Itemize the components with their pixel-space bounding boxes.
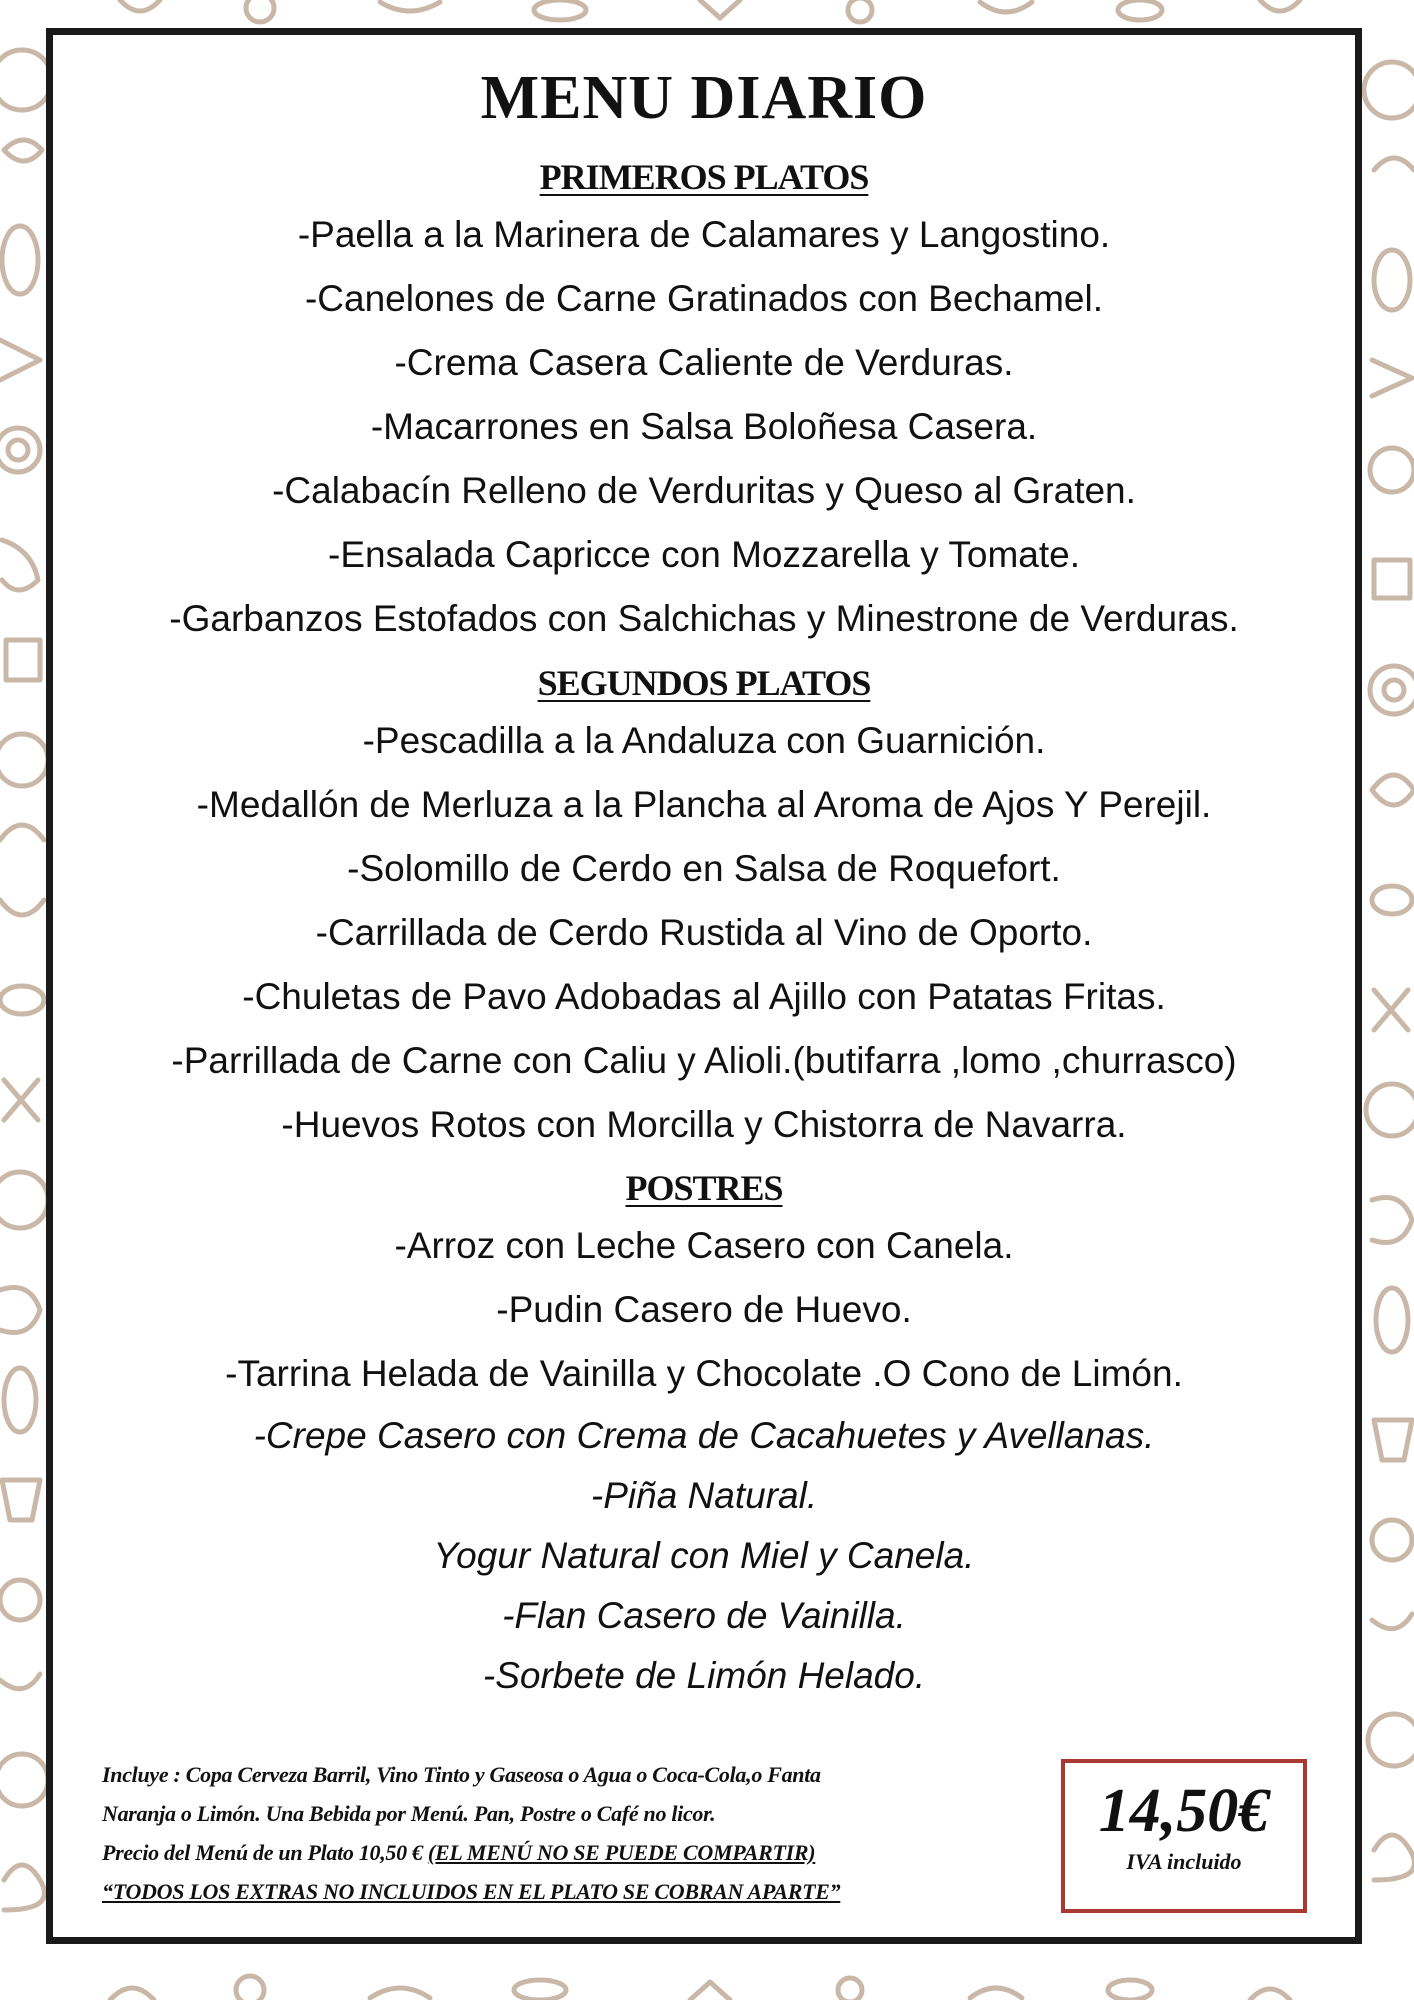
postres-item-italic: -Sorbete de Limón Helado.: [482, 1655, 926, 1696]
primeros-item: -Crema Casera Caliente de Verduras.: [394, 342, 1014, 383]
primeros-item: -Ensalada Capricce con Mozzarella y Tomate.: [328, 534, 1080, 575]
primeros-item: -Garbanzos Estofados con Salchichas y Minestrone de Verduras.: [169, 598, 1239, 639]
price-box: [1061, 1759, 1307, 1913]
postres-item-italic: -Crepe Casero con Crema de Cacahuetes y Avellanas.: [253, 1415, 1155, 1456]
postres-item: -Pudin Casero de Huevo.: [496, 1289, 912, 1330]
menu-frame: [46, 28, 1362, 1944]
postres-item: -Arroz con Leche Casero con Canela.: [394, 1225, 1014, 1266]
footer-line-price-one-dish: [102, 1833, 1082, 1872]
no-share-notice: (EL MENÚ NO SE PUEDE COMPARTIR): [427, 1840, 816, 1865]
segundos-heading: SEGUNDOS PLATOS: [537, 663, 871, 703]
menu-title: MENU DIARIO: [480, 64, 928, 132]
segundos-item: -Medallón de Merluza a la Plancha al Aroma de Ajos Y Perejil.: [196, 784, 1212, 825]
footer-line-extras: “TODOS LOS EXTRAS NO INCLUIDOS EN EL PLATO SE COBRAN APARTE”: [102, 1879, 841, 1904]
one-dish-price-text: Precio del Menú de un Plato 10,50 €: [102, 1840, 428, 1865]
segundos-item: -Chuletas de Pavo Adobadas al Ajillo con Patatas Fritas.: [242, 976, 1166, 1017]
postres-section: [53, 1162, 1355, 1706]
postres-item-italic: Yogur Natural con Miel y Canela.: [433, 1535, 975, 1576]
postres-item-italic: -Flan Casero de Vainilla.: [502, 1595, 906, 1636]
vat-note: IVA incluido: [1126, 1849, 1242, 1874]
primeros-item: -Paella a la Marinera de Calamares y Langostino.: [297, 214, 1111, 255]
primeros-section: [53, 151, 1355, 651]
primeros-item: -Canelones de Carne Gratinados con Bechamel.: [304, 278, 1103, 319]
segundos-section: [53, 657, 1355, 1157]
primeros-heading: PRIMEROS PLATOS: [539, 157, 869, 197]
segundos-item: -Solomillo de Cerdo en Salsa de Roquefort.: [347, 848, 1061, 889]
footer-line-drinks: Naranja o Limón. Una Bebida por Menú. Pan, Postre o Café no licor.: [102, 1801, 716, 1826]
menu-price: 14,50€: [1098, 1777, 1270, 1845]
segundos-item: -Parrillada de Carne con Caliu y Alioli.(butifarra ,lomo ,churrasco): [171, 1040, 1237, 1081]
segundos-item: -Carrillada de Cerdo Rustida al Vino de Oporto.: [315, 912, 1093, 953]
postres-item: -Tarrina Helada de Vainilla y Chocolate .O Cono de Limón.: [225, 1353, 1183, 1394]
postres-heading: POSTRES: [625, 1168, 783, 1208]
segundos-item: -Pescadilla a la Andaluza con Guarnición.: [362, 720, 1046, 761]
postres-item-italic: -Piña Natural.: [590, 1475, 818, 1516]
primeros-item: -Macarrones en Salsa Boloñesa Casera.: [370, 406, 1038, 447]
footer-conditions: [102, 1755, 1082, 1911]
primeros-item: -Calabacín Relleno de Verduritas y Queso al Graten.: [272, 470, 1136, 511]
footer-line-includes: Incluye : Copa Cerveza Barril, Vino Tinto y Gaseosa o Agua o Coca-Cola,o Fanta: [102, 1762, 821, 1787]
segundos-item: -Huevos Rotos con Morcilla y Chistorra de Navarra.: [281, 1104, 1127, 1145]
